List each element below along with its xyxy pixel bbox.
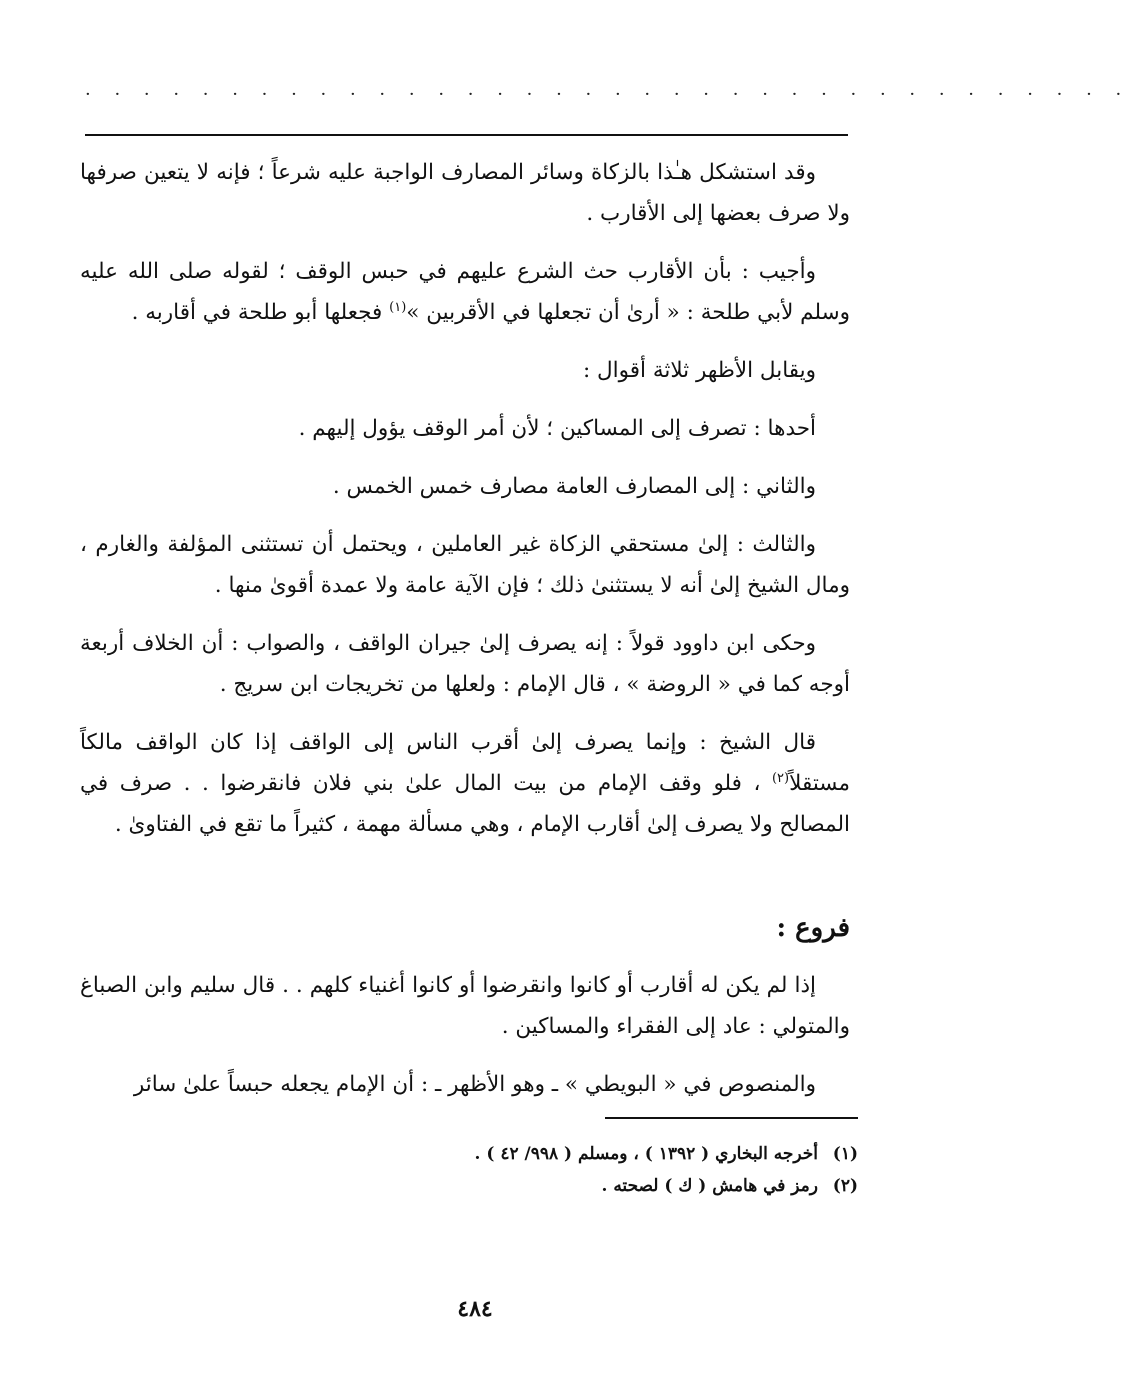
paragraph-7: وحكى ابن داوود قولاً : إنه يصرف إلىٰ جيران الواقف ، والصواب : أن الخلاف أربعة أوجه كما في « الروضة » ، قال الإمام : ولعلها من تخريجات ابن سريج . <box>80 631 850 697</box>
footnote-1-text: أخرجه البخاري ( ١٣٩٢ ) ، ومسلم ( ٩٩٨/ ٤٢ ) . <box>474 1144 818 1164</box>
paragraph-1: وقد استشكل هـٰذا بالزكاة وسائر المصارف الواجبة عليه شرعاً ؛ فإنه لا يتعين صرفها ولا صرف بعضها إلى الأقارب . <box>80 160 850 226</box>
paragraph-3: ويقابل الأظهر ثلاثة أقوال : <box>582 358 816 383</box>
paragraph-2-end: فجعلها أبو طلحة في أقاربه . <box>131 300 390 325</box>
paragraph-8-end: ، فلو وقف الإمام من بيت المال علىٰ بني فلان فانقرضوا . . صرف في المصالح ولا يصرف إلىٰ أقارب الإمام ، وهي مسألة مهمة ، كثيراً ما تقع في الفتاوىٰ . <box>80 771 850 837</box>
main-text <box>80 152 850 862</box>
section-heading: فروع : <box>776 913 850 943</box>
footnote-2 <box>158 1170 858 1202</box>
section-paragraph-1: إذا لم يكن له أقارب أو كانوا وانقرضوا أو كانوا أغنياء كلهم . . قال سليم وابن الصباغ والمتولي : عاد إلى الفقراء والمساكين . <box>80 973 850 1039</box>
paragraph-2 <box>80 251 850 333</box>
paragraph-6: والثالث : إلىٰ مستحقي الزكاة غير العاملين ، ويحتمل أن تستثنى المؤلفة والغارم ، ومال الشيخ إلىٰ أنه لا يستثنىٰ ذلك ؛ فإن الآية عامة ولا عمدة أقوىٰ منها . <box>80 532 850 598</box>
footnote-rule <box>605 1117 858 1119</box>
section-text <box>80 965 850 1122</box>
paragraph-2-start: وأجيب : بأن الأقارب حث الشرع عليهم في حبس الوقف ؛ لقوله صلى الله عليه <box>80 259 816 284</box>
footnote-2-number: (٢) <box>832 1176 858 1196</box>
header-dots: · · · · · · · · · · · · · · · · · · · · · · · · · · · · · · · · · · · · <box>85 84 1130 105</box>
paragraph-2-quote: وسلم لأبي طلحة : « أرىٰ أن تجعلها في الأقربين » <box>406 300 850 325</box>
footnote-1 <box>158 1138 858 1170</box>
section-paragraph-2: والمنصوص في « البويطي » ـ وهو الأظهر ـ : أن الإمام يجعله حبساً علىٰ سائر <box>133 1072 816 1097</box>
page-number: ٤٨٤ <box>457 1296 493 1322</box>
paragraph-8-start: قال الشيخ : وإنما يصرف إلىٰ أقرب الناس إلى الواقف إذا كان الواقف مالكاً مستقلاً <box>80 730 850 796</box>
footnote-1-number: (١) <box>832 1144 858 1164</box>
footnote-marker-2: (٢) <box>771 770 790 786</box>
footnote-marker-1: (١) <box>389 299 407 315</box>
header-rule <box>85 134 848 136</box>
paragraph-5: والثاني : إلى المصارف العامة مصارف خمس الخمس . <box>332 474 816 499</box>
footnote-2-text: رمز في هامش ( ك ) لصحته . <box>601 1176 818 1196</box>
footnotes <box>158 1138 858 1202</box>
paragraph-8 <box>80 722 850 845</box>
paragraph-4: أحدها : تصرف إلى المساكين ؛ لأن أمر الوقف يؤول إليهم . <box>298 416 816 441</box>
